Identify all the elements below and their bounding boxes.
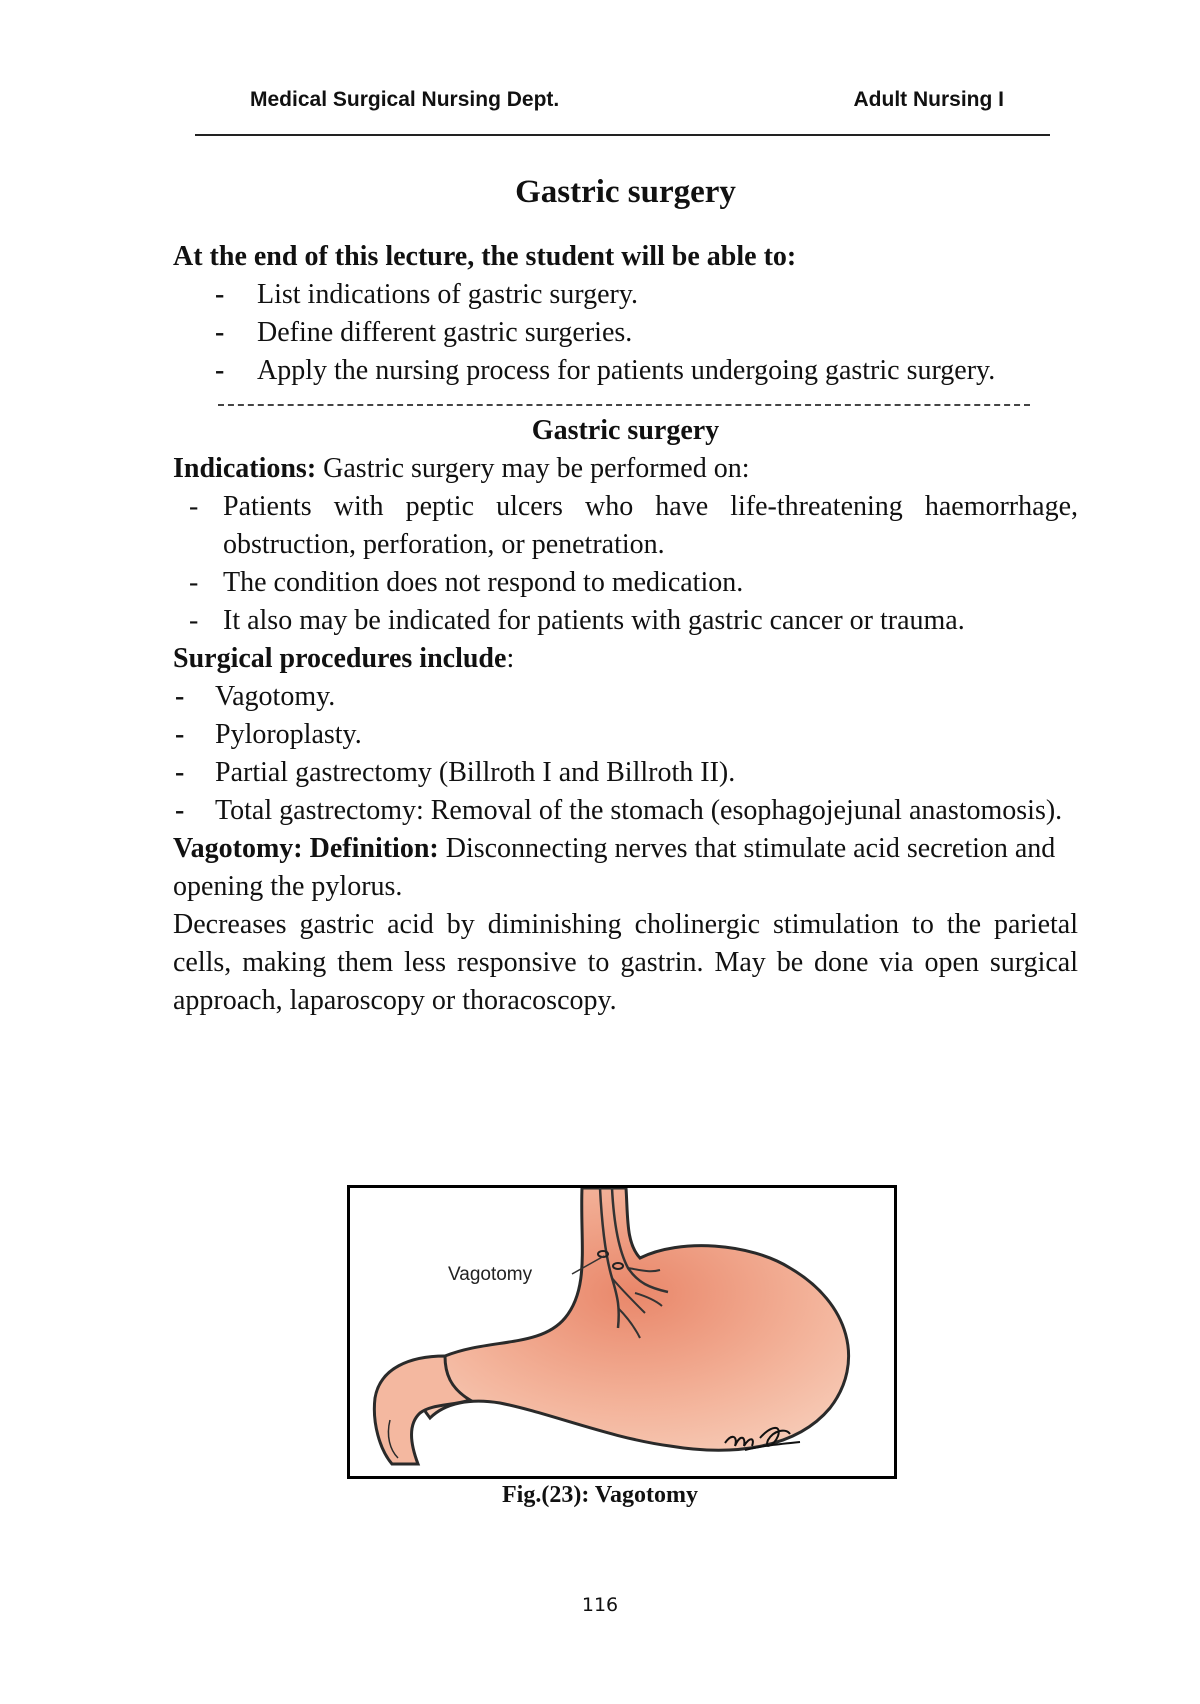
objectives-heading: At the end of this lecture, the student will be able to: (173, 241, 797, 272)
bullet-marker: - (189, 605, 199, 636)
indications-text: Gastric surgery may be performed on: (316, 453, 750, 484)
header-course: Adult Nursing I (853, 88, 1004, 111)
bullet-marker: - (215, 317, 225, 348)
bullet-marker: - (215, 279, 225, 310)
indications-label: Indications: (173, 453, 317, 484)
procedure-item: - Partial gastrectomy (Billroth I and Billroth II). (173, 754, 1078, 792)
section-title: Gastric surgery (531, 415, 720, 446)
bullet-marker: - (189, 491, 199, 522)
vagotomy-figure (347, 1185, 897, 1479)
indications-intro (173, 450, 1078, 488)
vagotomy-paragraph: Decreases gastric acid by diminishing cholinergic stimulation to the parietal cells, making them less responsive to gastrin. May be done via open surgical approach, laparoscopy or thoracoscopy. (173, 909, 1078, 1016)
procedures-list (173, 678, 1078, 830)
figure-label: Vagotomy (448, 1264, 533, 1285)
objective-item: - List indications of gastric surgery. (173, 276, 1078, 314)
procedure-item: - Total gastrectomy: Removal of the stomach (esophagojejunal anastomosis). (173, 792, 1078, 830)
procedure-item: - Vagotomy. (173, 678, 1078, 716)
vagotomy-label: Vagotomy: Definition: (173, 833, 439, 864)
page-body (173, 170, 1078, 1020)
running-header (250, 88, 1010, 116)
page-number: 116 (581, 1594, 619, 1616)
page-title: Gastric surgery (515, 174, 736, 210)
bullet-marker: - (215, 355, 225, 386)
indication-item: - Patients with peptic ulcers who have life-threatening haemorrhage, obstruction, perforation, or penetration. (173, 488, 1078, 564)
indication-item: - The condition does not respond to medication. (173, 564, 1078, 602)
bullet-marker: - (175, 719, 185, 750)
stomach-shape (418, 1188, 849, 1450)
procedures-heading: Surgical procedures include: (173, 643, 515, 674)
vagotomy-definition (173, 830, 1078, 906)
procedure-item: - Pyloroplasty. (173, 716, 1078, 754)
procedures-label: Surgical procedures include (173, 643, 507, 674)
objective-item: - Apply the nursing process for patients undergoing gastric surgery. (173, 352, 1078, 390)
indications-list (173, 488, 1078, 640)
header-department: Medical Surgical Nursing Dept. (250, 88, 560, 111)
objective-item: - Define different gastric surgeries. (173, 314, 1078, 352)
header-divider (195, 134, 1050, 136)
indication-item: - It also may be indicated for patients with gastric cancer or trauma. (173, 602, 1078, 640)
figure-caption: Fig.(23): Vagotomy (502, 1482, 698, 1508)
bullet-marker: - (175, 681, 185, 712)
bullet-marker: - (189, 567, 199, 598)
vagotomy-definition-text: Disconnecting nerves that stimulate acid secretion and opening the pylorus. (173, 833, 1056, 902)
bullet-marker: - (175, 757, 185, 788)
bullet-marker: - (175, 795, 185, 826)
section-divider (218, 404, 1030, 406)
objectives-list (173, 276, 1078, 390)
stomach-illustration (350, 1188, 894, 1476)
